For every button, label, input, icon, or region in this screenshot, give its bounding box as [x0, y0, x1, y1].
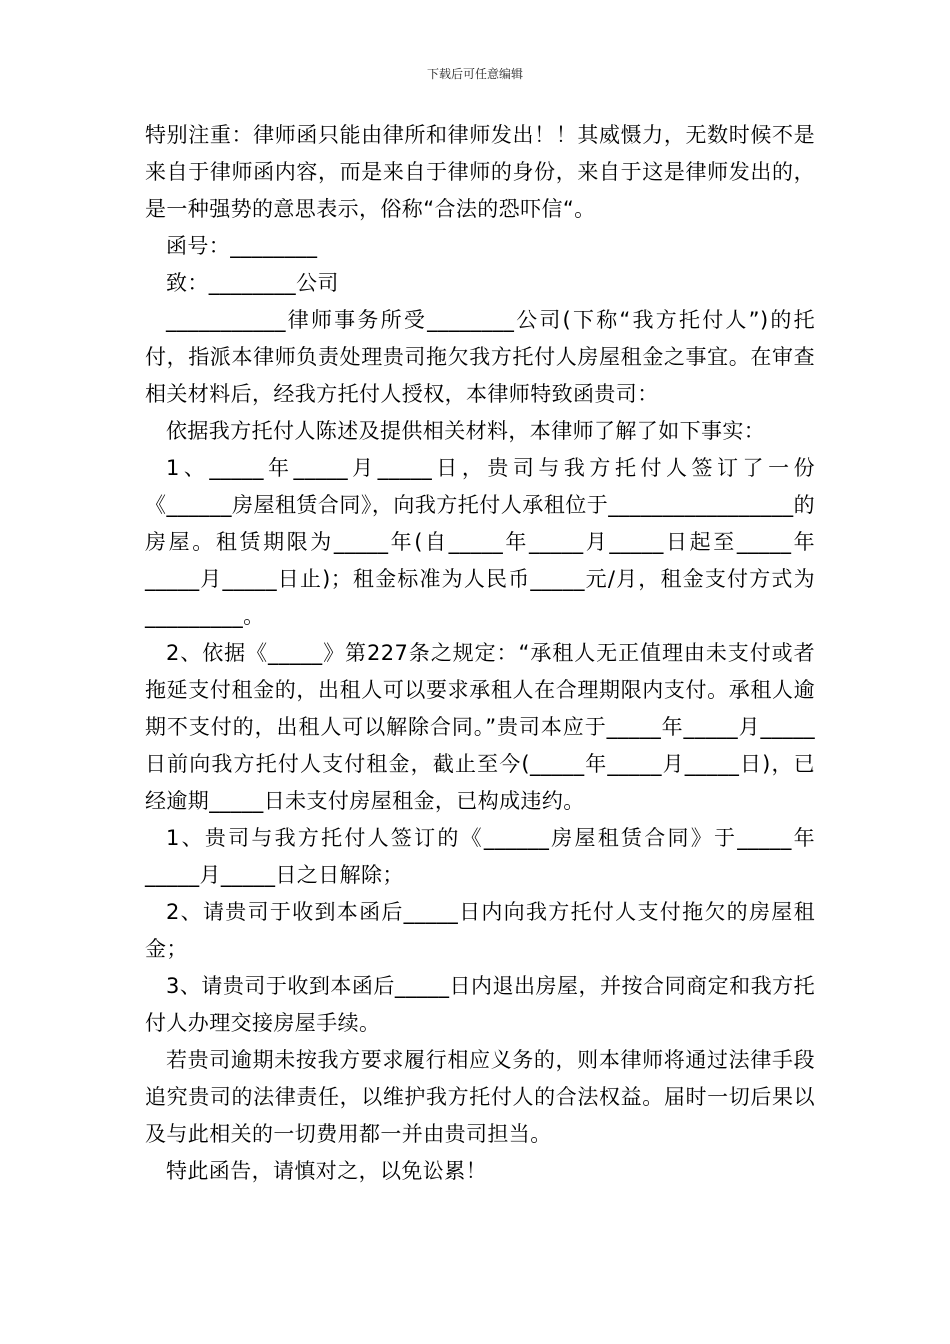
- special-note-paragraph: 特别注重：律师函只能由律所和律师发出！！其威慑力，无数时候不是来自于律师函内容，而是来自于律师的身份，来自于这是律师发出的，是一种强势的意思表示，俗称“合法的恐吓信“。: [145, 123, 815, 221]
- letter-body: [145, 117, 815, 1190]
- demand-item-1: 1、贵司与我方托付人签订的《______房屋租赁合同》于_____年_____月_____日之日解除；: [145, 826, 815, 887]
- intro-paragraph: ___________律师事务所受________公司(下称“我方托付人”)的托付，指派本律师负责处理贵司拖欠我方托付人房屋租金之事宜。在审查相关材料后，经我方托付人授权，本律师特致函贵司：: [145, 308, 815, 406]
- addressee-line: 致：________公司: [166, 271, 339, 295]
- closing-line: 特此函告，请慎对之，以免讼累！: [166, 1159, 487, 1183]
- warning-paragraph: 若贵司逾期未按我方要求履行相应义务的，则本律师将通过法律手段追究贵司的法律责任，以维护我方托付人的合法权益。届时一切后果以及与此相关的一切费用都一并由贵司担当。: [145, 1048, 815, 1146]
- letter-number-line: 函号：________: [166, 234, 318, 258]
- facts-intro-paragraph: 依据我方托付人陈述及提供相关材料，本律师了解了如下事实：: [166, 419, 766, 443]
- page-header: 下载后可任意编辑: [426, 67, 523, 81]
- fact-item-1: 1、_____年_____月_____日，贵司与我方托付人签订了一份《______房屋租赁合同》，向我方托付人承租位于_________________的房屋。租赁期限为_____年(自_____年_____月_____日起至_____年_____月_____日止)；租金标准为人民币_____元/月，租金支付方式为_________。: [145, 456, 815, 628]
- demand-item-3: 3、请贵司于收到本函后_____日内退出房屋，并按合同商定和我方托付人办理交接房屋手续。: [145, 974, 815, 1035]
- demand-item-2: 2、请贵司于收到本函后_____日内向我方托付人支付拖欠的房屋租金；: [145, 900, 815, 961]
- fact-item-2: 2、依据《_____》第227条之规定：“承租人无正值理由未支付或者拖延支付租金的，出租人可以要求承租人在合理期限内支付。承租人逾期不支付的，出租人可以解除合同。”贵司本应于_____年_____月_____日前向我方托付人支付租金，截止至今(_____年_____月_____日)，已经逾期_____日未支付房屋租金，已构成违约。: [145, 641, 815, 813]
